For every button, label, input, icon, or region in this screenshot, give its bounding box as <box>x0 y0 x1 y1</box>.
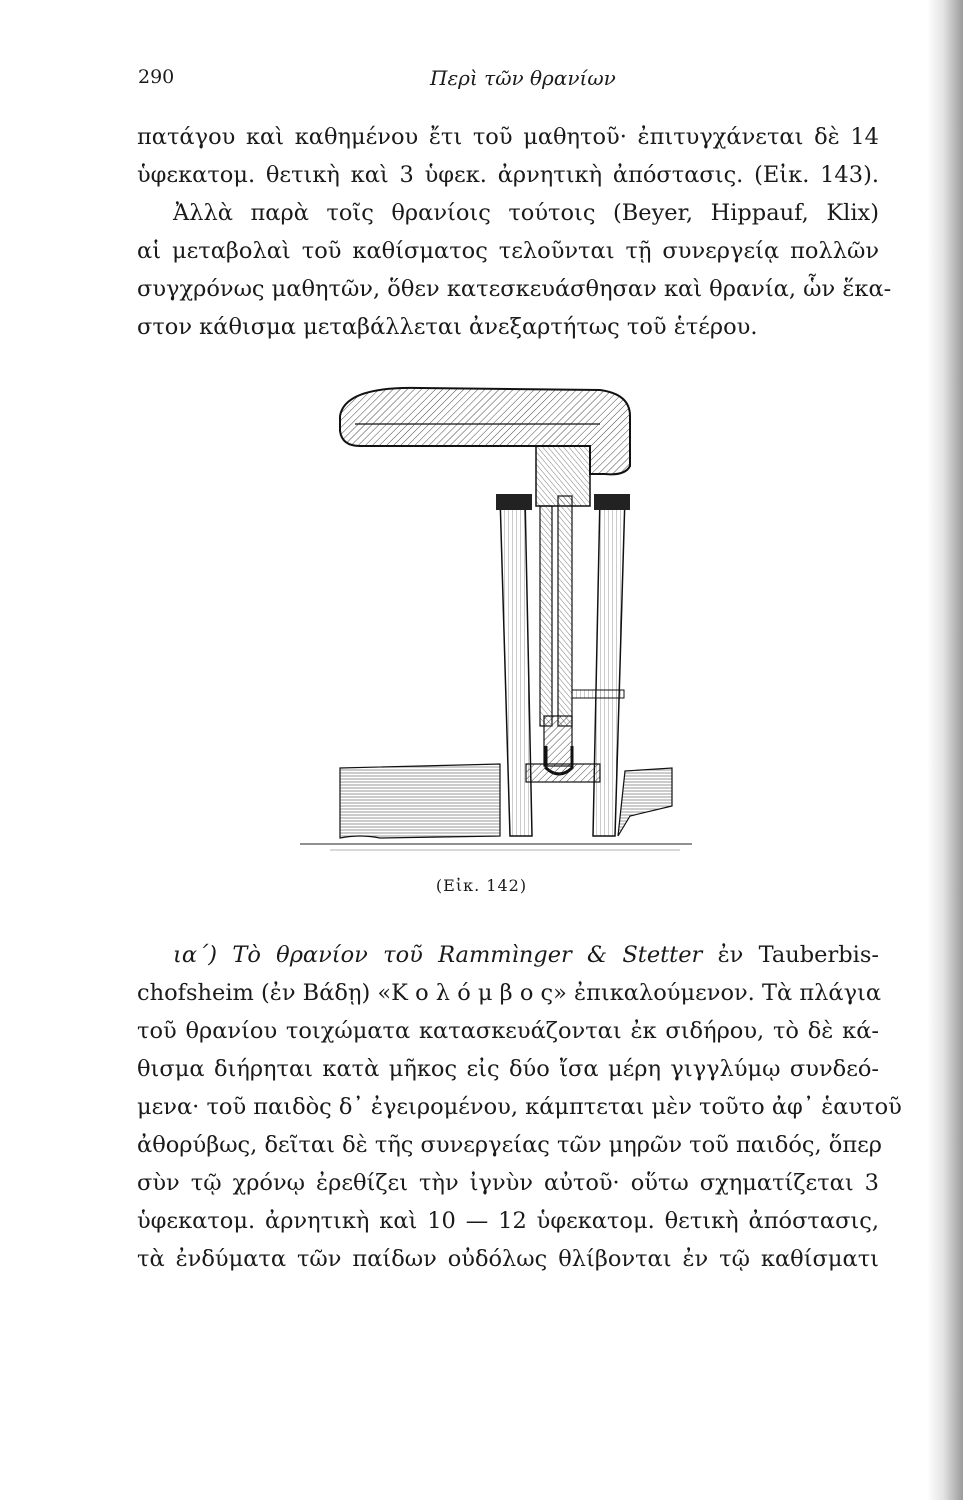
page-edge-shadow <box>927 0 963 1500</box>
text-line: θισμα διήρηται κατὰ μῆκος εἰς δύο ἴσα μέρη γιγγλύμῳ συνδεό- <box>137 1056 879 1082</box>
figure-caption: (Εἰκ. 142) <box>435 876 528 895</box>
text-line: στον κάθισμα μεταβάλλεται ἀνεξαρτήτως τοῦ ἑτέρου. <box>137 314 758 340</box>
text-line: ὑφεκατομ. θετικὴ καὶ 3 ὑφεκ. ἀρνητικὴ ἀπόστασις. (Εἰκ. 143). <box>137 162 879 188</box>
text-line: Ἀλλὰ παρὰ τοῖς θρανίοις τούτοις (Beyer, Hippauf, Klix) <box>173 200 879 226</box>
text-line: ὑφεκατομ. ἀρνητικὴ καὶ 10 — 12 ὑφεκατομ. θετικὴ ἀπόστασις, <box>137 1208 879 1234</box>
text-line: συγχρόνως μαθητῶν, ὅθεν κατεσκευάσθησαν καὶ θρανία, ὧν ἕκα- <box>137 276 892 302</box>
figure-school-bench <box>300 376 692 862</box>
paragraph-1 <box>137 118 892 346</box>
text-line: σὺν τῷ χρόνῳ ἐρεθίζει τὴν ἰγνὺν αὐτοῦ· οὕτω σχηματίζεται 3 <box>137 1170 879 1196</box>
school-bench-seat-engraving-icon <box>300 376 692 862</box>
heading-continuation: ἐν Tauberbis- <box>717 942 879 968</box>
text-line: τὰ ἐνδύματα τῶν παίδων οὐδόλως θλίβονται ἐν τῷ καθίσματι <box>137 1246 879 1272</box>
text-line <box>137 936 879 974</box>
running-head: Περὶ τῶν θρανίων <box>430 66 616 90</box>
page-number: 290 <box>138 66 175 88</box>
text-line: chofsheim (ἐν Βάδῃ) «Κ ο λ ό μ β ο ς» ἐπικαλούμενον. Τὰ πλάγια <box>137 980 882 1006</box>
text-line: πατάγου καὶ καθημένου ἔτι τοῦ μαθητοῦ· ἐπιτυγχάνεται δὲ 14 <box>137 124 879 150</box>
section-heading: ια΄) Τὸ θρανίον τοῦ Rammìnger & Stetter <box>173 942 703 968</box>
paragraph-2 <box>137 936 902 1278</box>
text-line: τοῦ θρανίου τοιχώματα κατασκευάζονται ἐκ σιδήρου, τὸ δὲ κά- <box>137 1018 879 1044</box>
page-header <box>138 66 878 96</box>
text-line: αἱ μεταβολαὶ τοῦ καθίσματος τελοῦνται τῇ συνεργείᾳ πολλῶν <box>137 238 879 264</box>
text-line: ἀθορύβως, δεῖται δὲ τῆς συνεργείας τῶν μηρῶν τοῦ παιδός, ὅπερ <box>137 1132 882 1158</box>
text-line: μενα· τοῦ παιδὸς δ᾽ ἐγειρομένου, κάμπτεται μὲν τοῦτο ἀφ᾽ ἑαυτοῦ <box>137 1094 902 1120</box>
